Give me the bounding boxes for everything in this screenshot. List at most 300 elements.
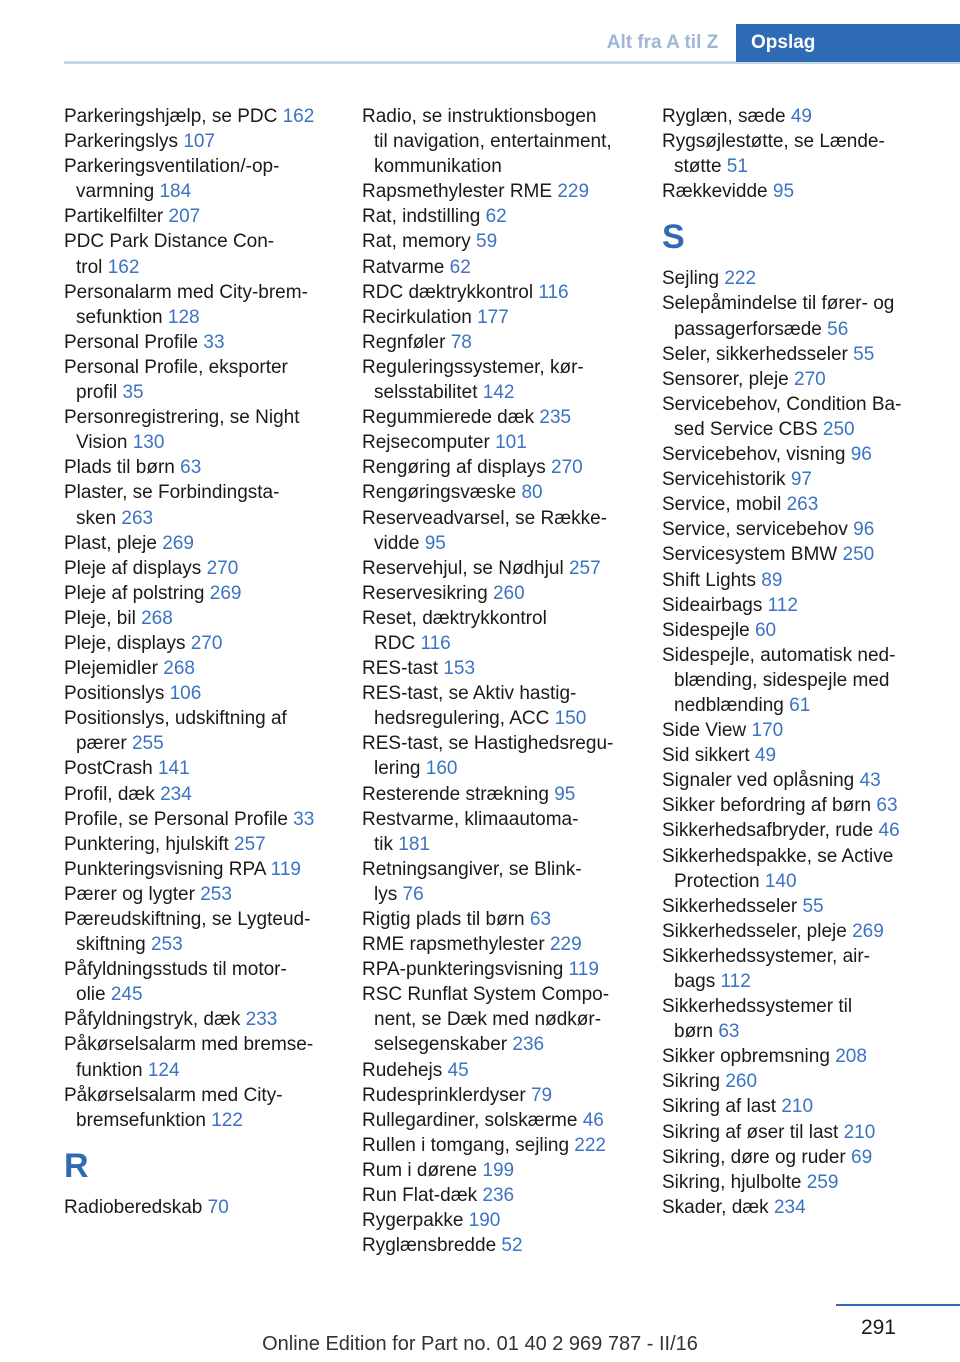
index-term: Signaler ved oplåsning <box>662 770 855 792</box>
index-entry <box>64 531 349 556</box>
index-term: Recirkulation <box>362 306 472 328</box>
index-term: Positionslys, udskiftning af pærer <box>64 708 287 755</box>
page-link[interactable]: 63 <box>180 457 202 479</box>
page-link[interactable]: 259 <box>806 1171 839 1193</box>
index-entry <box>662 1044 952 1069</box>
index-term: Ratvarme <box>362 256 445 278</box>
index-term: Påkørselsalarm med City- bremsefunktion <box>64 1084 283 1131</box>
page-link[interactable]: 260 <box>725 1071 758 1093</box>
page-link[interactable]: 162 <box>282 106 315 127</box>
page-link[interactable]: 124 <box>147 1059 180 1081</box>
page-link[interactable]: 270 <box>551 457 583 479</box>
index-entry <box>362 305 652 330</box>
index-term: RDC dæktrykkontrol <box>362 281 534 303</box>
index-term: Sikring af øser til last <box>662 1121 839 1143</box>
index-entry <box>662 517 952 542</box>
page-link[interactable]: 177 <box>477 306 509 328</box>
section-tab: Alt fra A til Z <box>606 32 719 53</box>
index-entry <box>662 342 952 367</box>
index-entry <box>64 280 349 330</box>
page-link[interactable]: 52 <box>501 1235 523 1257</box>
index-term: Rudesprinklerdyser <box>362 1084 526 1106</box>
index-entry <box>662 1094 952 1119</box>
page-link[interactable]: 76 <box>402 883 424 905</box>
index-term: RES-tast, se Hastighedsregu- lering <box>362 733 614 780</box>
index-term: Påkørselsalarm med bremse- funktion <box>64 1034 314 1081</box>
page-link[interactable]: 46 <box>582 1109 604 1131</box>
index-term: Positionslys <box>64 683 165 705</box>
page-link[interactable]: 62 <box>485 206 507 228</box>
index-term: Pærer og lygter <box>64 883 195 905</box>
index-entry <box>662 919 952 944</box>
chapter-tab: Opslag <box>736 24 960 62</box>
index-entry <box>362 1058 652 1083</box>
index-term: Reguleringssystemer, kør- selsstabilitet <box>362 356 584 404</box>
index-term: Parkeringslys <box>64 131 179 153</box>
page-link[interactable]: 162 <box>107 256 140 278</box>
index-term: RES-tast, se Aktiv hastig- hedsregulering, ACC <box>362 683 577 730</box>
index-entry <box>362 606 652 656</box>
index-term: Regnføler <box>362 331 446 353</box>
index-entry <box>362 782 652 807</box>
index-term: Pleje af displays <box>64 557 202 579</box>
index-term: Restvarme, klimaautoma- tik <box>362 808 579 855</box>
index-term: Sikkerhedssystemer til børn <box>662 996 853 1043</box>
index-entry <box>362 405 652 430</box>
index-term: Rengøringsvæske <box>362 482 517 504</box>
index-entry <box>64 204 349 229</box>
index-entry <box>662 1120 952 1145</box>
index-term: Personal Profile, eksporter profil <box>64 356 288 404</box>
index-entry <box>362 506 652 556</box>
index-term: Sikker befordring af børn <box>662 795 872 817</box>
index-term: Profile, se Personal Profile <box>64 808 288 830</box>
page-link[interactable]: 107 <box>183 131 216 153</box>
page-link[interactable]: 190 <box>468 1210 501 1232</box>
index-term: Sejling <box>662 268 720 290</box>
index-entry <box>362 480 652 505</box>
index-term: Shift Lights <box>662 569 756 591</box>
page-link[interactable]: 70 <box>207 1196 229 1218</box>
index-term: Parkeringshjælp, se PDC <box>64 106 278 127</box>
index-term: Servicehistorik <box>662 469 786 491</box>
index-entry <box>64 656 349 681</box>
page-link[interactable]: 106 <box>169 683 202 705</box>
page-link[interactable]: 79 <box>530 1084 553 1106</box>
index-term: Radio, se instruktionsbogen til navigation, entertainment, kommunikation <box>362 106 612 178</box>
index-term: Sikring, døre og ruder <box>662 1146 846 1168</box>
index-term: Regummierede dæk <box>362 407 535 429</box>
page-link[interactable]: 184 <box>159 181 192 203</box>
index-entry <box>662 266 952 291</box>
index-term: Pleje, bil <box>64 607 136 629</box>
page-link[interactable]: 269 <box>209 582 242 604</box>
page-link[interactable]: 97 <box>790 469 812 491</box>
index-entry <box>64 556 349 581</box>
index-entry <box>362 104 652 179</box>
page-link[interactable]: 207 <box>168 206 201 228</box>
page-link[interactable]: 160 <box>425 758 458 780</box>
index-entry <box>662 467 952 492</box>
page-link[interactable]: 55 <box>802 895 824 917</box>
index-entry <box>662 793 952 818</box>
page-link[interactable]: 229 <box>549 934 582 956</box>
index-term: Reservesikring <box>362 582 488 604</box>
page-link[interactable]: 59 <box>476 231 498 253</box>
index-term: Ryglænsbredde <box>362 1235 497 1257</box>
index-entry <box>362 907 652 932</box>
section-letter: S <box>662 218 685 257</box>
index-term: Personregistrering, se Night Vision <box>64 407 300 454</box>
page-link[interactable]: 268 <box>163 658 195 680</box>
index-term: Selepåmindelse til fører- og passagerforsæde <box>662 293 895 340</box>
page-link[interactable]: 268 <box>141 607 173 629</box>
index-term: Servicebehov, visning <box>662 444 846 466</box>
footer-rule <box>836 1304 960 1306</box>
index-entry <box>64 706 349 756</box>
index-term: Rygsøjlestøtte, se Lænde- støtte <box>662 131 885 178</box>
index-term: Profil, dæk <box>64 783 155 805</box>
index-column-2 <box>362 104 652 1258</box>
page-link[interactable]: 56 <box>827 318 849 340</box>
page-link[interactable]: 140 <box>764 870 797 892</box>
index-entry <box>64 1195 349 1220</box>
index-entry <box>64 104 349 129</box>
index-entry <box>662 643 952 718</box>
page-link[interactable]: 269 <box>162 532 194 554</box>
page-link[interactable]: 46 <box>878 820 900 842</box>
page-link[interactable]: 233 <box>245 1009 278 1031</box>
page-link[interactable]: 236 <box>482 1185 515 1207</box>
index-entry <box>64 330 349 355</box>
index-entry <box>64 405 349 455</box>
page-link[interactable]: 181 <box>398 833 430 855</box>
index-entry <box>662 492 952 517</box>
index-term: Rum i dørene <box>362 1159 478 1181</box>
index-entry <box>64 1032 349 1082</box>
index-term: Sidespejle <box>662 619 750 641</box>
page-link[interactable]: 229 <box>557 181 590 203</box>
index-entry <box>362 556 652 581</box>
index-entry <box>362 455 652 480</box>
index-entry <box>362 179 652 204</box>
index-term: Pæreudskiftning, se Lygteud- skiftning <box>64 909 311 956</box>
page-link[interactable]: 89 <box>761 569 783 591</box>
page-link[interactable]: 269 <box>852 920 884 942</box>
index-term: Plaster, se Forbindingsta- sken <box>64 482 280 529</box>
page-link[interactable]: 257 <box>568 557 601 579</box>
index-term: Punkteringsvisning RPA <box>64 858 266 880</box>
page-link[interactable]: 153 <box>443 658 476 680</box>
index-entry <box>662 994 952 1044</box>
page-link[interactable]: 210 <box>843 1121 876 1143</box>
index-entry <box>362 1183 652 1208</box>
index-entry <box>64 681 349 706</box>
page-link[interactable]: 33 <box>293 808 315 830</box>
index-term: Plads til børn <box>64 457 175 479</box>
index-entry <box>362 229 652 254</box>
index-term: Punktering, hjulskift <box>64 833 229 855</box>
page-link[interactable]: 260 <box>492 582 525 604</box>
index-entry <box>362 857 652 907</box>
index-term: PostCrash <box>64 758 153 780</box>
index-entry <box>362 1108 652 1133</box>
index-entry <box>662 1195 952 1220</box>
index-term: Side View <box>662 720 747 742</box>
index-entry <box>662 768 952 793</box>
index-term: Reservehjul, se Nødhjul <box>362 557 564 579</box>
index-term: Rengøring af displays <box>362 457 546 479</box>
page-link[interactable]: 130 <box>132 432 165 454</box>
index-entry <box>662 179 952 204</box>
index-term: Run Flat-dæk <box>362 1185 478 1207</box>
index-term: Retningsangiver, se Blink- lys <box>362 858 582 905</box>
page-link[interactable]: 245 <box>110 984 143 1006</box>
index-entry <box>662 944 952 994</box>
index-entry <box>362 255 652 280</box>
index-entry <box>362 731 652 781</box>
page-link[interactable]: 122 <box>211 1109 243 1131</box>
page-link[interactable]: 49 <box>790 106 812 127</box>
index-entry <box>362 280 652 305</box>
index-term: Påfyldningstryk, dæk <box>64 1009 241 1031</box>
page-link[interactable]: 263 <box>786 494 819 516</box>
index-entry <box>64 882 349 907</box>
index-term: Pleje, displays <box>64 632 186 654</box>
page-link[interactable]: 270 <box>190 632 223 654</box>
page-link[interactable]: 210 <box>781 1096 814 1118</box>
index-term: Sikker opbremsning <box>662 1046 830 1068</box>
index-term: Ryglæn, sæde <box>662 106 786 127</box>
page-link[interactable]: 150 <box>554 708 587 730</box>
page-link[interactable]: 222 <box>574 1134 606 1156</box>
index-term: Rat, memory <box>362 231 471 253</box>
page-link[interactable]: 170 <box>751 720 784 742</box>
index-entry <box>662 129 952 179</box>
index-entry <box>64 907 349 957</box>
index-entry <box>362 355 652 405</box>
index-term: Rullegardiner, solskærme <box>362 1109 578 1131</box>
page-link[interactable]: 95 <box>772 181 795 203</box>
index-term: RES-tast <box>362 658 439 680</box>
index-term: Radioberedskab <box>64 1196 203 1218</box>
page-link[interactable]: 270 <box>206 557 239 579</box>
page-link[interactable]: 235 <box>539 407 572 429</box>
page-link[interactable]: 63 <box>876 795 898 817</box>
page-link[interactable]: 119 <box>568 959 599 981</box>
index-entry <box>64 782 349 807</box>
index-entry <box>662 818 952 843</box>
index-term: Sidespejle, automatisk ned- blænding, sidespejle med nedblænding <box>662 644 896 716</box>
index-term: Service, servicebehov <box>662 519 848 541</box>
page-link[interactable]: 257 <box>234 833 266 855</box>
index-term: RSC Runflat System Compo- nent, se Dæk med nødkør- selsegenskaber <box>362 984 610 1056</box>
index-term: Rygerpakke <box>362 1210 464 1232</box>
index-term: Rudehejs <box>362 1059 443 1081</box>
page-link[interactable]: 234 <box>160 783 192 805</box>
index-term: Servicesystem BMW <box>662 544 838 566</box>
page-link[interactable]: 78 <box>450 331 472 353</box>
index-term: Skader, dæk <box>662 1196 769 1218</box>
index-term: Sikkerhedspakke, se Active Protection <box>662 845 894 892</box>
index-term: Plejemidler <box>64 658 158 680</box>
index-term: Reset, dæktrykkontrol RDC <box>362 607 547 654</box>
index-term: Personal Profile <box>64 331 199 353</box>
index-term: Sikring <box>662 1071 721 1093</box>
page-link[interactable]: 222 <box>724 268 757 290</box>
page-link[interactable]: 112 <box>767 594 798 616</box>
index-entry <box>362 681 652 731</box>
page-link[interactable]: 142 <box>482 382 515 404</box>
page-link[interactable]: 116 <box>538 281 569 303</box>
index-entry <box>64 154 349 204</box>
index-term: PDC Park Distance Con- trol <box>64 231 275 278</box>
index-entry <box>662 1145 952 1170</box>
page-link[interactable]: 253 <box>200 883 232 905</box>
index-entry <box>362 430 652 455</box>
index-term: Rapsmethylester RME <box>362 181 553 203</box>
index-entry <box>362 982 652 1057</box>
page-link[interactable]: 199 <box>482 1159 515 1181</box>
page-link[interactable]: 208 <box>835 1046 867 1068</box>
page-link[interactable]: 55 <box>853 343 875 365</box>
index-entry <box>662 104 952 129</box>
page-link[interactable]: 234 <box>773 1196 806 1218</box>
page-link[interactable]: 236 <box>512 1034 545 1056</box>
index-term: Rigtig plads til børn <box>362 909 525 930</box>
page-link[interactable]: 95 <box>424 532 446 554</box>
index-entry <box>662 1170 952 1195</box>
index-entry <box>362 1208 652 1233</box>
index-entry <box>662 743 952 768</box>
index-entry <box>64 455 349 480</box>
index-term: Parkeringsventilation/-op- varmning <box>64 156 280 203</box>
index-term: Rullen i tomgang, sejling <box>362 1134 570 1156</box>
page-link[interactable]: 51 <box>726 156 748 178</box>
index-term: Sikring, hjulbolte <box>662 1171 802 1193</box>
index-entry <box>662 593 952 618</box>
page-link[interactable]: 101 <box>495 432 527 454</box>
page-link[interactable]: 263 <box>121 507 154 529</box>
page-link[interactable]: 255 <box>131 733 164 755</box>
index-entry <box>64 480 349 530</box>
index-term: Sikkerhedsafbryder, rude <box>662 820 874 842</box>
index-term: Partikelfilter <box>64 206 164 228</box>
index-entry <box>362 581 652 606</box>
index-entry <box>362 330 652 355</box>
index-entry <box>662 291 952 341</box>
section-letter: R <box>64 1146 89 1185</box>
index-term: Rat, indstilling <box>362 206 481 228</box>
index-entry <box>662 1069 952 1094</box>
page-link[interactable]: 270 <box>794 368 826 390</box>
footer-edition: Online Edition for Part no. 01 40 2 969 787 - II/16 <box>262 1333 698 1355</box>
index-term: Sikkerhedsseler <box>662 895 798 917</box>
page-link[interactable]: 45 <box>447 1059 469 1081</box>
page-link[interactable]: 69 <box>851 1146 873 1168</box>
index-term: Servicebehov, Condition Ba- sed Service CBS <box>662 393 902 440</box>
index-entry <box>64 355 349 405</box>
page-link[interactable]: 60 <box>754 619 777 641</box>
page-number: 291 <box>860 1316 896 1339</box>
index-entry <box>662 392 952 442</box>
index-entry <box>64 1083 349 1133</box>
index-entry <box>362 932 652 957</box>
index-column-3 <box>662 104 952 1220</box>
page-link[interactable]: 253 <box>150 934 183 956</box>
page-link[interactable]: 128 <box>167 306 200 328</box>
index-entry <box>64 129 349 154</box>
page-link[interactable]: 96 <box>850 444 872 466</box>
index-term: Seler, sikkerhedsseler <box>662 343 848 365</box>
index-term: Resterende strækning <box>362 783 549 805</box>
index-term: Påfyldningsstuds til motor- olie <box>64 959 287 1006</box>
index-entry <box>362 204 652 229</box>
page-link[interactable]: 33 <box>203 331 225 353</box>
page-link[interactable]: 35 <box>122 382 144 404</box>
index-term: Sikkerhedsseler, pleje <box>662 920 847 942</box>
index-entry <box>64 606 349 631</box>
index-entry <box>662 367 952 392</box>
page-link[interactable]: 43 <box>859 770 881 792</box>
page-link[interactable]: 61 <box>789 694 811 716</box>
page-link[interactable]: 63 <box>718 1021 740 1043</box>
index-entry <box>662 568 952 593</box>
index-term: Sid sikkert <box>662 745 750 767</box>
page-link[interactable]: 62 <box>449 256 471 278</box>
index-term: Sikring af last <box>662 1096 777 1118</box>
page-link[interactable]: 250 <box>822 418 855 440</box>
index-entry <box>662 894 952 919</box>
index-term: RME rapsmethylester <box>362 934 545 956</box>
index-term: Plast, pleje <box>64 532 157 554</box>
page-link[interactable]: 116 <box>420 632 451 654</box>
page-link[interactable]: 112 <box>720 971 751 992</box>
index-entry <box>64 957 349 1007</box>
page-link[interactable]: 49 <box>754 745 777 767</box>
index-term: Rejsecomputer <box>362 432 490 454</box>
index-entry <box>64 832 349 857</box>
index-term: Service, mobil <box>662 494 782 516</box>
index-column-1 <box>64 104 349 1220</box>
page-link[interactable]: 96 <box>853 519 875 541</box>
page-link[interactable]: 119 <box>270 858 301 880</box>
index-entry <box>362 1158 652 1183</box>
index-term: Reserveadvarsel, se Række- vidde <box>362 507 607 554</box>
index-entry <box>362 957 652 982</box>
index-entry <box>362 1083 652 1108</box>
page-link[interactable]: 95 <box>554 783 576 805</box>
index-entry <box>64 631 349 656</box>
page-link[interactable]: 63 <box>529 909 552 930</box>
index-term: Sideairbags <box>662 594 763 616</box>
index-entry <box>64 1007 349 1032</box>
index-entry <box>64 581 349 606</box>
page-link[interactable]: 141 <box>157 758 190 780</box>
index-term: RPA-punkteringsvisning <box>362 959 564 981</box>
index-entry <box>362 656 652 681</box>
index-entry <box>362 807 652 857</box>
index-entry <box>362 1233 652 1258</box>
index-entry <box>662 618 952 643</box>
index-term: Rækkevidde <box>662 181 768 203</box>
index-term: Sensorer, pleje <box>662 368 789 390</box>
index-entry <box>64 229 349 279</box>
page-link[interactable]: 250 <box>842 544 875 566</box>
index-entry <box>362 1133 652 1158</box>
index-entry <box>662 542 952 567</box>
page-link[interactable]: 80 <box>521 482 543 504</box>
